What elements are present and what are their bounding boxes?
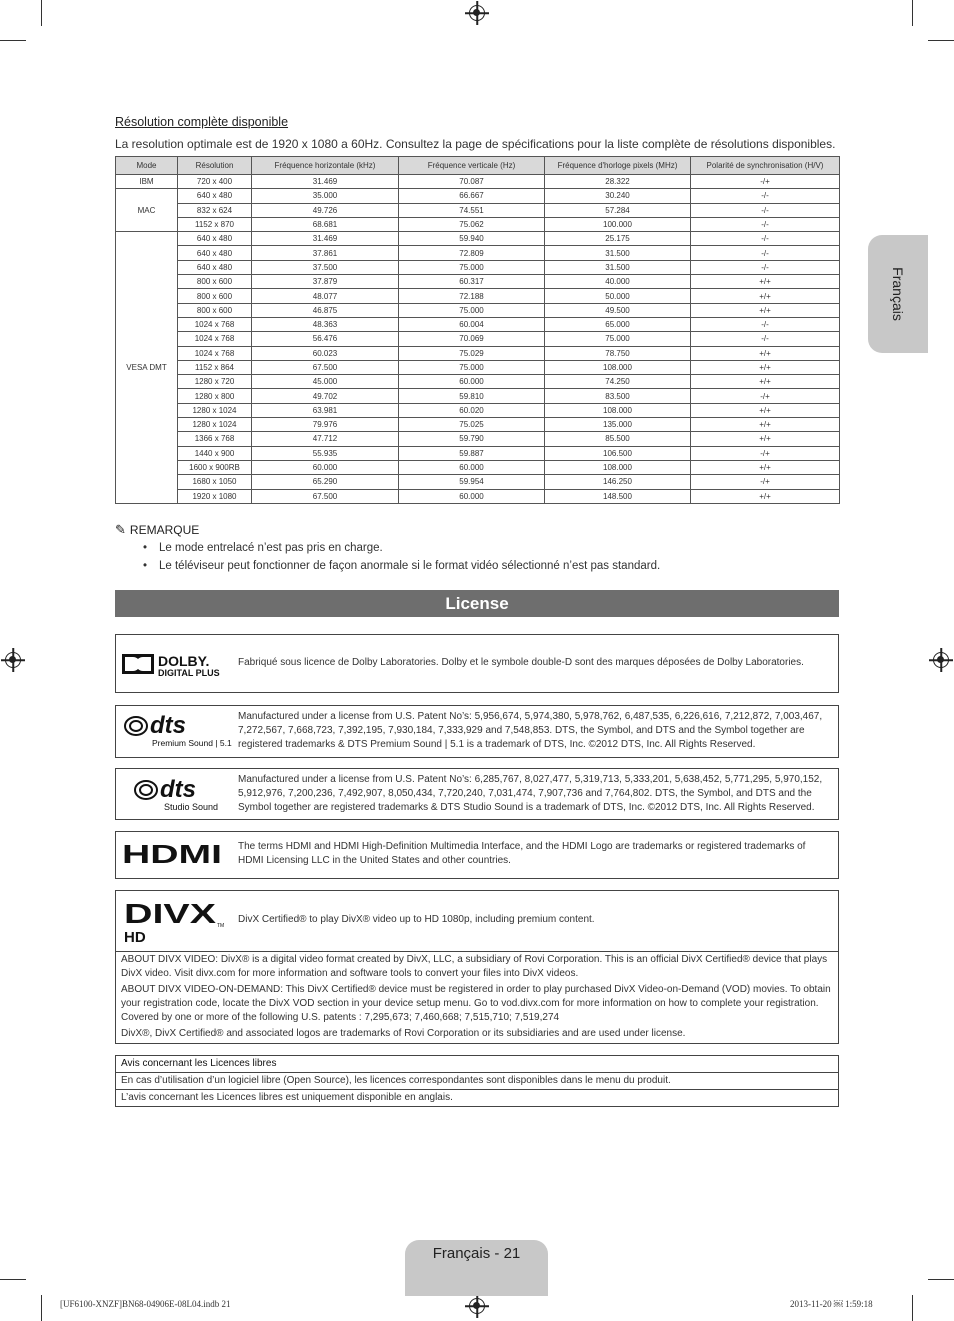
registration-mark-icon	[469, 1298, 485, 1314]
table-cell: 800 x 600	[178, 289, 252, 303]
remarque-label: REMARQUE	[129, 523, 200, 537]
table-cell: 67.500	[252, 489, 399, 503]
open-source-notice-title: Avis concernant les Licences libres	[116, 1056, 838, 1073]
table-cell: 1024 x 768	[178, 346, 252, 360]
table-cell: 75.000	[399, 360, 545, 374]
open-source-notice-line: L’avis concernant les Licences libres est uniquement disponible en anglais.	[121, 1092, 453, 1103]
table-row	[116, 303, 840, 317]
table-cell: 60.000	[399, 489, 545, 503]
table-cell: 75.000	[399, 303, 545, 317]
table-cell: 59.940	[399, 232, 545, 246]
table-cell: 78.750	[545, 346, 691, 360]
table-row	[116, 446, 840, 460]
dolby-logo-subtext: DIGITAL PLUS	[158, 668, 220, 678]
table-cell: 108.000	[545, 460, 691, 474]
divx-logo-subtext: HD	[124, 929, 146, 943]
divx-trademark: DivX®, DivX Certified® and associated logos are trademarks of Rovi Corporation or its subsidiaries and are used under license.	[121, 1028, 686, 1039]
table-cell: +/+	[691, 275, 840, 289]
dolby-license-text: Fabriqué sous licence de Dolby Laboratories. Dolby et le symbole double-D sont des marques déposées de Dolby Laboratories.	[238, 657, 804, 668]
table-row	[116, 203, 840, 217]
table-row	[116, 332, 840, 346]
table-row	[116, 346, 840, 360]
table-cell: 28.322	[545, 175, 691, 189]
table-cell: 60.000	[399, 375, 545, 389]
table-cell: 37.861	[252, 246, 399, 260]
table-cell: 45.000	[252, 375, 399, 389]
pencil-note-icon: ✎	[115, 522, 126, 537]
table-cell: 70.087	[399, 175, 545, 189]
remarque-item: • Le téléviseur peut fonctionner de façon anormale si le format vidéo sélectionné n’est pas standard.	[143, 560, 661, 572]
license-section-title: License	[115, 590, 839, 617]
table-cell: 60.004	[399, 317, 545, 331]
table-cell: 83.500	[545, 389, 691, 403]
table-cell: 75.000	[545, 332, 691, 346]
mode-cell: VESA DMT	[116, 232, 178, 504]
table-row	[116, 418, 840, 432]
table-cell: 35.000	[252, 189, 399, 203]
table-cell: +/+	[691, 346, 840, 360]
table-cell: +/+	[691, 375, 840, 389]
table-cell: -/-	[691, 203, 840, 217]
header-resolution: Résolution	[178, 157, 252, 175]
dts-studio-license-text: Manufactured under a license from U.S. Patent No’s: 6,285,767, 8,027,477, 5,319,713, 5,333,201, 5,638,452, 5,771,295, 5,970,152, 5,912,976, 7,200,236, 7,492,907, 8,050,434, 7,720,240, 7,031,474, 7,907,736 and 7,764,802. DTS, the Symbol, and DTS and the Symbol together are registered trademarks & DTS Studio Sound is a trademark of DTS, Inc. ©2012 DTS, Inc. All Rights Reserved.	[238, 774, 823, 813]
page-number-label: Français - 21	[432, 1245, 521, 1262]
table-cell: 106.500	[545, 446, 691, 460]
crop-mark	[41, 0, 42, 26]
table-cell: 67.500	[252, 360, 399, 374]
crop-mark	[928, 1279, 954, 1280]
divx-logo	[124, 899, 226, 948]
table-cell: 640 x 480	[178, 260, 252, 274]
table-row	[116, 232, 840, 246]
dts-logo-subtext: Premium Sound | 5.1	[152, 738, 232, 748]
table-cell: 60.020	[399, 403, 545, 417]
table-cell: 25.175	[545, 232, 691, 246]
table-cell: 79.976	[252, 418, 399, 432]
print-slug-left: [UF6100-XNZF]BN68-04906E-08L04.indb 21	[60, 1299, 231, 1309]
print-slug-right: 2013-11-20 ￼ 1:59:18	[790, 1299, 873, 1309]
table-cell: 74.551	[399, 203, 545, 217]
header-vertical-frequency: Fréquence verticale (Hz)	[399, 157, 545, 175]
license-box-divx	[115, 890, 839, 1044]
dts-studio-logo	[132, 776, 228, 817]
table-row	[116, 460, 840, 474]
license-box-dts-premium	[115, 705, 839, 758]
table-cell: -/-	[691, 232, 840, 246]
hdmi-logo-text: HDMI	[122, 842, 222, 866]
table-cell: 65.290	[252, 475, 399, 489]
table-cell: 72.809	[399, 246, 545, 260]
page-number-tab	[405, 1240, 548, 1296]
crop-mark	[912, 0, 913, 26]
table-cell: 1024 x 768	[178, 317, 252, 331]
registration-mark-icon	[469, 5, 485, 21]
dts-premium-logo	[122, 712, 232, 753]
table-cell: 640 x 480	[178, 232, 252, 246]
remarque-item: • Le mode entrelacé n’est pas pris en charge.	[143, 542, 383, 554]
table-cell: 49.726	[252, 203, 399, 217]
table-cell: 60.000	[252, 460, 399, 474]
table-cell: 37.879	[252, 275, 399, 289]
open-source-notice	[115, 1055, 839, 1107]
table-row	[116, 217, 840, 231]
table-cell: 75.029	[399, 346, 545, 360]
table-row	[116, 432, 840, 446]
dts-studio-logo-text: dts	[160, 776, 196, 803]
hdmi-license-text: The terms HDMI and HDMI High-Definition Multimedia Interface, and the HDMI Logo are trademarks or registered trademarks of HDMI Licensing LLC in the United States and other countries.	[238, 841, 806, 866]
header-horizontal-frequency: Fréquence horizontale (kHz)	[252, 157, 399, 175]
table-cell: 49.500	[545, 303, 691, 317]
registration-mark-icon	[5, 652, 21, 668]
table-cell: +/+	[691, 303, 840, 317]
registration-mark-icon	[933, 652, 949, 668]
table-cell: 1152 x 864	[178, 360, 252, 374]
table-cell: 65.000	[545, 317, 691, 331]
table-cell: -/-	[691, 189, 840, 203]
table-cell: 75.000	[399, 260, 545, 274]
table-cell: -/-	[691, 317, 840, 331]
divx-license-text: DivX Certified® to play DivX® video up to HD 1080p, including premium content.	[238, 914, 595, 925]
table-cell: 1280 x 1024	[178, 418, 252, 432]
table-cell: -/-	[691, 246, 840, 260]
table-cell: 57.284	[545, 203, 691, 217]
table-cell: 146.250	[545, 475, 691, 489]
table-cell: 47.712	[252, 432, 399, 446]
table-cell: 50.000	[545, 289, 691, 303]
table-cell: +/+	[691, 432, 840, 446]
header-sync-polarity: Polarité de synchronisation (H/V)	[691, 157, 840, 175]
table-cell: -/-	[691, 260, 840, 274]
table-cell: 1680 x 1050	[178, 475, 252, 489]
table-cell: 63.981	[252, 403, 399, 417]
table-cell: 1440 x 900	[178, 446, 252, 460]
table-cell: 59.810	[399, 389, 545, 403]
crop-mark	[0, 1279, 26, 1280]
table-cell: 46.875	[252, 303, 399, 317]
table-row	[116, 175, 840, 189]
dolby-logo	[122, 652, 232, 683]
table-row	[116, 375, 840, 389]
table-cell: 37.500	[252, 260, 399, 274]
mode-cell: IBM	[116, 175, 178, 189]
table-cell: 59.790	[399, 432, 545, 446]
table-cell: 31.500	[545, 246, 691, 260]
table-cell: 100.000	[545, 217, 691, 231]
table-cell: 1920 x 1080	[178, 489, 252, 503]
table-cell: 1280 x 720	[178, 375, 252, 389]
crop-mark	[912, 1295, 913, 1321]
table-cell: 60.023	[252, 346, 399, 360]
table-cell: 800 x 600	[178, 275, 252, 289]
table-cell: +/+	[691, 360, 840, 374]
table-cell: 31.469	[252, 175, 399, 189]
language-side-tab-label: Français	[890, 267, 906, 321]
table-cell: 1024 x 768	[178, 332, 252, 346]
table-cell: 1280 x 800	[178, 389, 252, 403]
table-cell: 59.887	[399, 446, 545, 460]
table-cell: 49.702	[252, 389, 399, 403]
dts-premium-license-text: Manufactured under a license from U.S. Patent No’s: 5,956,674, 5,974,380, 5,978,762, 6,487,535, 6,226,616, 7,212,872, 7,003,467, 7,272,567, 7,668,723, 7,392,195, 7,930,184, 7,333,929 and 7,548,853. DTS, the Symbol, and DTS and the Symbol together are registered trademarks & DTS Premium Sound | 5.1 is a trademark of DTS, Inc. ©2012 DTS, Inc. All Rights Reserved.	[238, 711, 823, 750]
table-cell: +/+	[691, 403, 840, 417]
table-cell: 48.363	[252, 317, 399, 331]
table-row	[116, 403, 840, 417]
remarque-heading	[115, 522, 199, 538]
divx-logo-text: DIVX	[124, 899, 217, 929]
table-cell: +/+	[691, 289, 840, 303]
table-cell: 74.250	[545, 375, 691, 389]
table-cell: 1152 x 870	[178, 217, 252, 231]
table-row	[116, 489, 840, 503]
divx-about-vod: ABOUT DIVX VIDEO-ON-DEMAND: This DivX Certified® device must be registered in order to play purchased DivX Video-on-Demand (VOD) movies. To obtain your registration code, locate the DivX VOD section in your device setup menu. Go to vod.divx.com for more information on how to complete your registration. Covered by one or more of the following U.S. patents : 7,295,673; 7,460,668; 7,515,710; 7,519,274	[121, 984, 831, 1023]
table-cell: 68.681	[252, 217, 399, 231]
table-cell: 720 x 400	[178, 175, 252, 189]
divx-details	[116, 951, 838, 1041]
table-cell: 108.000	[545, 403, 691, 417]
table-row	[116, 317, 840, 331]
divx-about-video: ABOUT DIVX VIDEO: DivX® is a digital video format created by DivX, LLC, a subsidiary of Rovi Corporation. This is an official DivX Certified® device that plays DivX video. Visit divx.com for more information and software tools to convert your files into DivX videos.	[121, 954, 828, 979]
table-cell: 148.500	[545, 489, 691, 503]
table-cell: 640 x 480	[178, 189, 252, 203]
crop-mark	[0, 40, 26, 41]
table-cell: 72.188	[399, 289, 545, 303]
language-side-tab	[868, 235, 928, 353]
resolution-intro: La resolution optimale est de 1920 x 1080 a 60Hz. Consultez la page de spécifications pour la liste complète de résolutions disponibles.	[115, 137, 836, 151]
header-pixel-clock: Fréquence d'horloge pixels (MHz)	[545, 157, 691, 175]
table-cell: 59.954	[399, 475, 545, 489]
dts-logo-text: dts	[150, 712, 186, 739]
table-cell: 55.935	[252, 446, 399, 460]
table-cell: 800 x 600	[178, 303, 252, 317]
table-cell: +/+	[691, 418, 840, 432]
table-cell: 832 x 624	[178, 203, 252, 217]
license-box-dolby	[115, 634, 839, 693]
table-row	[116, 275, 840, 289]
table-cell: 70.069	[399, 332, 545, 346]
table-cell: +/+	[691, 489, 840, 503]
table-row	[116, 389, 840, 403]
resolution-table	[115, 156, 840, 504]
table-cell: 60.000	[399, 460, 545, 474]
table-row	[116, 246, 840, 260]
table-row	[116, 475, 840, 489]
open-source-notice-line: En cas d’utilisation d’un logiciel libre (Open Source), les licences correspondantes sont disponibles dans le menu du produit.	[116, 1073, 838, 1090]
table-cell: -/+	[691, 175, 840, 189]
license-box-dts-studio	[115, 768, 839, 820]
table-cell: -/+	[691, 475, 840, 489]
table-cell: 60.317	[399, 275, 545, 289]
table-cell: -/+	[691, 389, 840, 403]
table-row	[116, 360, 840, 374]
table-cell: 135.000	[545, 418, 691, 432]
mode-cell: MAC	[116, 189, 178, 232]
table-cell: 108.000	[545, 360, 691, 374]
dolby-logo-text: DOLBY.	[158, 653, 210, 669]
table-cell: 66.667	[399, 189, 545, 203]
table-cell: 75.025	[399, 418, 545, 432]
dts-studio-logo-subtext: Studio Sound	[164, 802, 219, 812]
table-cell: +/+	[691, 460, 840, 474]
table-row	[116, 289, 840, 303]
table-cell: 31.469	[252, 232, 399, 246]
table-row	[116, 189, 840, 203]
crop-mark	[41, 1295, 42, 1321]
table-cell: 1366 x 768	[178, 432, 252, 446]
license-box-hdmi	[115, 831, 839, 879]
crop-mark	[928, 40, 954, 41]
divx-logo-tm: TM	[217, 923, 225, 929]
header-mode: Mode	[116, 157, 178, 175]
table-cell: 31.500	[545, 260, 691, 274]
table-cell: -/-	[691, 332, 840, 346]
table-cell: -/+	[691, 446, 840, 460]
table-cell: 75.062	[399, 217, 545, 231]
table-cell: 30.240	[545, 189, 691, 203]
table-header-row	[116, 157, 840, 175]
table-cell: 1600 x 900RB	[178, 460, 252, 474]
table-cell: 1280 x 1024	[178, 403, 252, 417]
table-cell: 48.077	[252, 289, 399, 303]
table-cell: 56.476	[252, 332, 399, 346]
table-cell: -/-	[691, 217, 840, 231]
table-cell: 640 x 480	[178, 246, 252, 260]
hdmi-logo	[122, 842, 226, 871]
table-cell: 40.000	[545, 275, 691, 289]
resolution-heading: Résolution complète disponible	[115, 115, 289, 129]
table-row	[116, 260, 840, 274]
table-cell: 85.500	[545, 432, 691, 446]
